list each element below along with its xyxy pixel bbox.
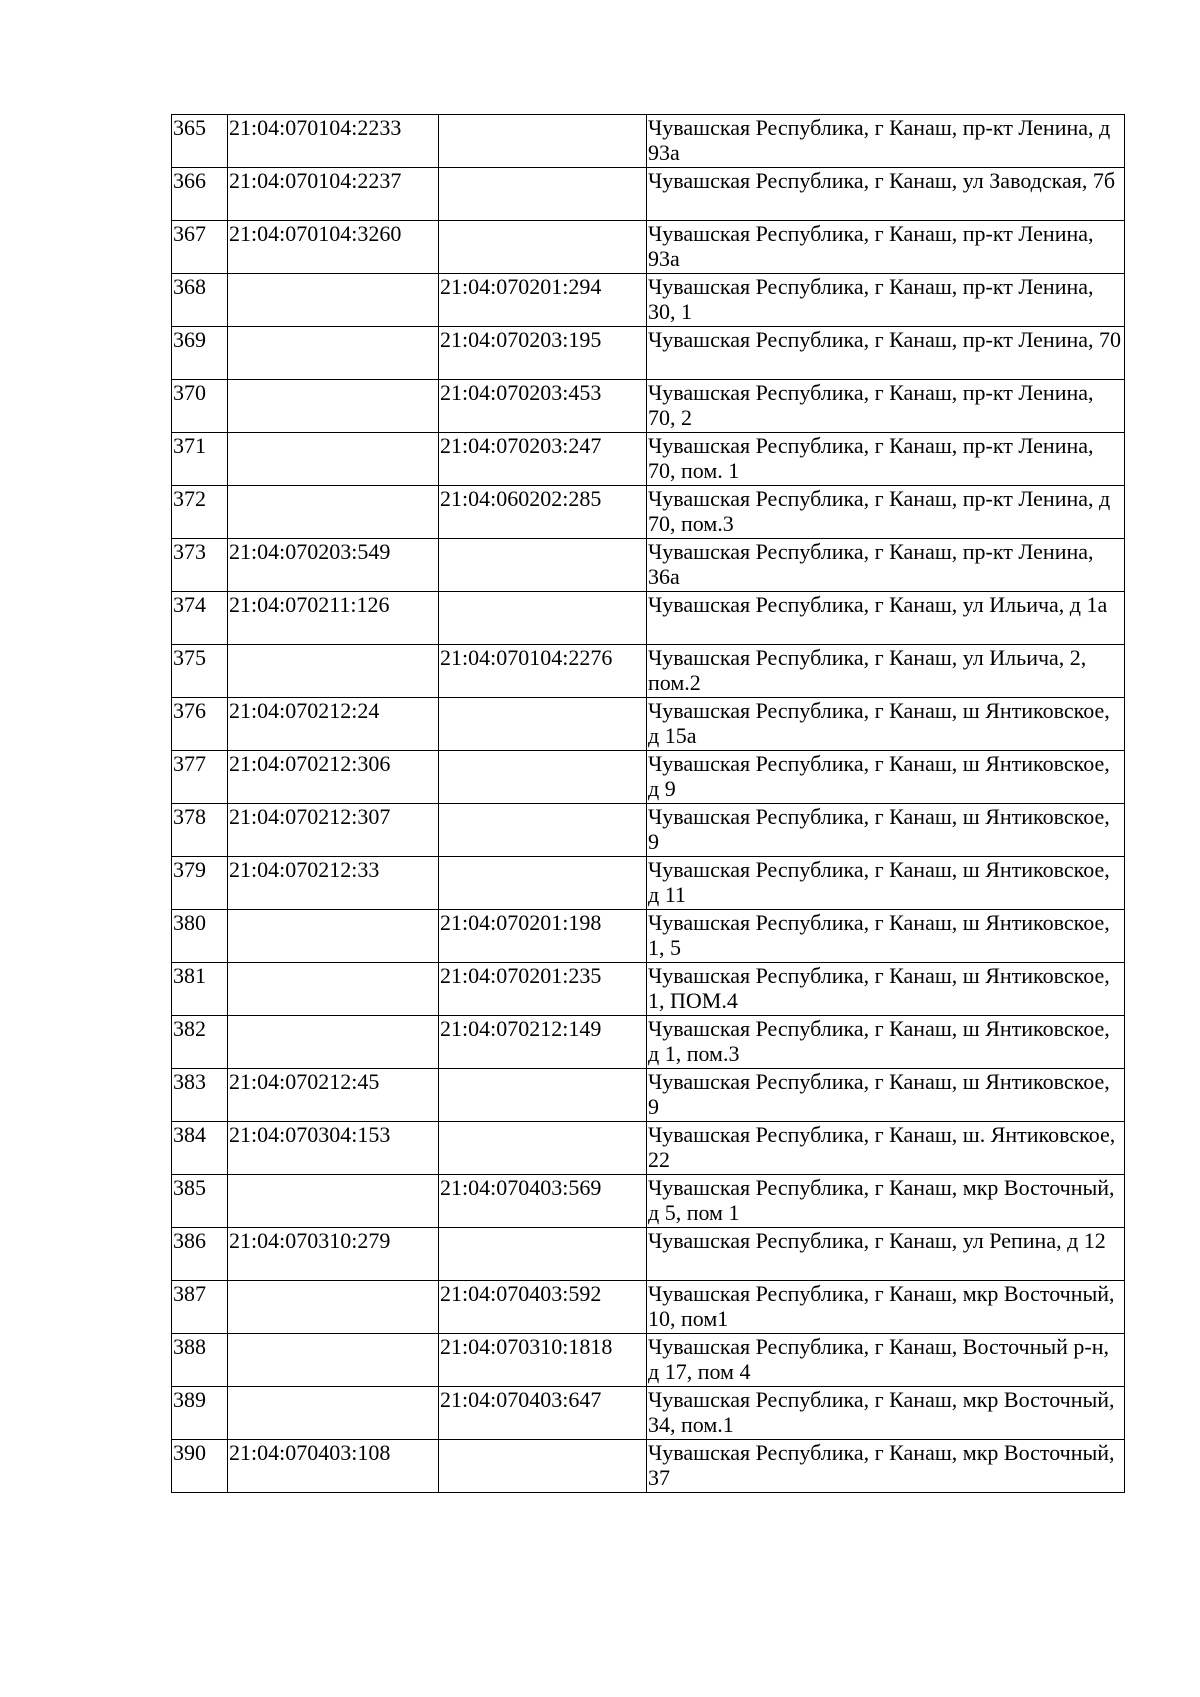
room-cadastral-number-cell: 21:04:070201:294 bbox=[439, 274, 647, 327]
address-cell: Чувашская Республика, г Канаш, пр-кт Ленина, 70, пом. 1 bbox=[647, 433, 1125, 486]
table-row bbox=[172, 1334, 1125, 1387]
room-cadastral-number-cell: 21:04:070104:2276 bbox=[439, 645, 647, 698]
address-cell: Чувашская Республика, г Канаш, ш Янтиковское, д 15а bbox=[647, 698, 1125, 751]
address-cell: Чувашская Республика, г Канаш, мкр Восточный, 34, пом.1 bbox=[647, 1387, 1125, 1440]
address-cell: Чувашская Республика, г Канаш, ш. Янтиковское, 22 bbox=[647, 1122, 1125, 1175]
registry-body bbox=[172, 115, 1125, 1493]
address-cell: Чувашская Республика, г Канаш, ш Янтиковское, 9 bbox=[647, 1069, 1125, 1122]
table-row bbox=[172, 645, 1125, 698]
table-row bbox=[172, 433, 1125, 486]
table-row bbox=[172, 857, 1125, 910]
row-number-cell: 384 bbox=[172, 1122, 228, 1175]
address-cell: Чувашская Республика, г Канаш, пр-кт Ленина, 70 bbox=[647, 327, 1125, 380]
table-row bbox=[172, 327, 1125, 380]
room-cadastral-number-cell: 21:04:070203:453 bbox=[439, 380, 647, 433]
row-number-cell: 372 bbox=[172, 486, 228, 539]
address-cell: Чувашская Республика, г Канаш, ул Ильича, 2, пом.2 bbox=[647, 645, 1125, 698]
row-number-cell: 380 bbox=[172, 910, 228, 963]
address-cell: Чувашская Республика, г Канаш, Восточный р-н, д 17, пом 4 bbox=[647, 1334, 1125, 1387]
table-row bbox=[172, 486, 1125, 539]
room-cadastral-number-cell: 21:04:070201:198 bbox=[439, 910, 647, 963]
room-cadastral-number-cell bbox=[439, 857, 647, 910]
cadastral-number-cell: 21:04:070104:2233 bbox=[228, 115, 439, 168]
row-number-cell: 383 bbox=[172, 1069, 228, 1122]
row-number-cell: 386 bbox=[172, 1228, 228, 1281]
room-cadastral-number-cell bbox=[439, 1122, 647, 1175]
address-cell: Чувашская Республика, г Канаш, ул Репина, д 12 bbox=[647, 1228, 1125, 1281]
row-number-cell: 371 bbox=[172, 433, 228, 486]
row-number-cell: 368 bbox=[172, 274, 228, 327]
room-cadastral-number-cell: 21:04:070203:247 bbox=[439, 433, 647, 486]
room-cadastral-number-cell: 21:04:070203:195 bbox=[439, 327, 647, 380]
cadastral-number-cell: 21:04:070104:2237 bbox=[228, 168, 439, 221]
address-cell: Чувашская Республика, г Канаш, ш Янтиковское, д 9 bbox=[647, 751, 1125, 804]
table-row bbox=[172, 1069, 1125, 1122]
address-cell: Чувашская Республика, г Канаш, ш Янтиковское, 1, ПОМ.4 bbox=[647, 963, 1125, 1016]
room-cadastral-number-cell bbox=[439, 1440, 647, 1493]
cadastral-number-cell bbox=[228, 963, 439, 1016]
table-row bbox=[172, 1175, 1125, 1228]
row-number-cell: 370 bbox=[172, 380, 228, 433]
row-number-cell: 378 bbox=[172, 804, 228, 857]
address-cell: Чувашская Республика, г Канаш, мкр Восточный, 10, пом1 bbox=[647, 1281, 1125, 1334]
cadastral-number-cell: 21:04:070212:306 bbox=[228, 751, 439, 804]
cadastral-number-cell bbox=[228, 1281, 439, 1334]
row-number-cell: 379 bbox=[172, 857, 228, 910]
cadastral-number-cell: 21:04:070211:126 bbox=[228, 592, 439, 645]
room-cadastral-number-cell bbox=[439, 221, 647, 274]
address-cell: Чувашская Республика, г Канаш, пр-кт Ленина, 70, 2 bbox=[647, 380, 1125, 433]
table-row bbox=[172, 380, 1125, 433]
table-row bbox=[172, 1122, 1125, 1175]
cadastral-number-cell bbox=[228, 910, 439, 963]
table-row bbox=[172, 1440, 1125, 1493]
room-cadastral-number-cell bbox=[439, 804, 647, 857]
address-cell: Чувашская Республика, г Канаш, ш Янтиковское, 9 bbox=[647, 804, 1125, 857]
table-row bbox=[172, 274, 1125, 327]
room-cadastral-number-cell: 21:04:070201:235 bbox=[439, 963, 647, 1016]
cadastral-number-cell bbox=[228, 380, 439, 433]
address-cell: Чувашская Республика, г Канаш, пр-кт Ленина, д 70, пом.3 bbox=[647, 486, 1125, 539]
address-cell: Чувашская Республика, г Канаш, мкр Восточный, д 5, пом 1 bbox=[647, 1175, 1125, 1228]
table-row bbox=[172, 1016, 1125, 1069]
cadastral-number-cell: 21:04:070310:279 bbox=[228, 1228, 439, 1281]
cadastral-number-cell bbox=[228, 1334, 439, 1387]
row-number-cell: 366 bbox=[172, 168, 228, 221]
cadastral-number-cell: 21:04:070212:307 bbox=[228, 804, 439, 857]
cadastral-number-cell bbox=[228, 1387, 439, 1440]
row-number-cell: 382 bbox=[172, 1016, 228, 1069]
table-row bbox=[172, 221, 1125, 274]
room-cadastral-number-cell: 21:04:070310:1818 bbox=[439, 1334, 647, 1387]
room-cadastral-number-cell bbox=[439, 539, 647, 592]
room-cadastral-number-cell bbox=[439, 592, 647, 645]
address-cell: Чувашская Республика, г Канаш, пр-кт Ленина, 36а bbox=[647, 539, 1125, 592]
table-row bbox=[172, 168, 1125, 221]
row-number-cell: 365 bbox=[172, 115, 228, 168]
cadastral-number-cell: 21:04:070212:45 bbox=[228, 1069, 439, 1122]
row-number-cell: 387 bbox=[172, 1281, 228, 1334]
cadastral-number-cell bbox=[228, 274, 439, 327]
row-number-cell: 375 bbox=[172, 645, 228, 698]
room-cadastral-number-cell: 21:04:070212:149 bbox=[439, 1016, 647, 1069]
row-number-cell: 385 bbox=[172, 1175, 228, 1228]
address-cell: Чувашская Республика, г Канаш, ул Ильича, д 1а bbox=[647, 592, 1125, 645]
table-row bbox=[172, 539, 1125, 592]
row-number-cell: 381 bbox=[172, 963, 228, 1016]
row-number-cell: 389 bbox=[172, 1387, 228, 1440]
row-number-cell: 367 bbox=[172, 221, 228, 274]
room-cadastral-number-cell: 21:04:070403:592 bbox=[439, 1281, 647, 1334]
cadastral-number-cell bbox=[228, 645, 439, 698]
address-cell: Чувашская Республика, г Канаш, ул Заводская, 7б bbox=[647, 168, 1125, 221]
cadastral-number-cell: 21:04:070104:3260 bbox=[228, 221, 439, 274]
cadastral-number-cell bbox=[228, 433, 439, 486]
row-number-cell: 369 bbox=[172, 327, 228, 380]
cadastral-number-cell bbox=[228, 1175, 439, 1228]
table-row bbox=[172, 804, 1125, 857]
row-number-cell: 390 bbox=[172, 1440, 228, 1493]
address-cell: Чувашская Республика, г Канаш, ш Янтиковское, д 1, пом.3 bbox=[647, 1016, 1125, 1069]
row-number-cell: 388 bbox=[172, 1334, 228, 1387]
table-row bbox=[172, 1228, 1125, 1281]
cadastral-number-cell: 21:04:070212:24 bbox=[228, 698, 439, 751]
cadastral-number-cell bbox=[228, 327, 439, 380]
address-cell: Чувашская Республика, г Канаш, мкр Восточный, 37 bbox=[647, 1440, 1125, 1493]
address-cell: Чувашская Республика, г Канаш, пр-кт Ленина, д 93а bbox=[647, 115, 1125, 168]
table-row bbox=[172, 963, 1125, 1016]
row-number-cell: 373 bbox=[172, 539, 228, 592]
table-row bbox=[172, 698, 1125, 751]
room-cadastral-number-cell bbox=[439, 1069, 647, 1122]
table-row bbox=[172, 115, 1125, 168]
room-cadastral-number-cell bbox=[439, 1228, 647, 1281]
row-number-cell: 374 bbox=[172, 592, 228, 645]
room-cadastral-number-cell: 21:04:060202:285 bbox=[439, 486, 647, 539]
table-row bbox=[172, 592, 1125, 645]
room-cadastral-number-cell bbox=[439, 168, 647, 221]
room-cadastral-number-cell bbox=[439, 751, 647, 804]
cadastral-number-cell: 21:04:070304:153 bbox=[228, 1122, 439, 1175]
cadastral-number-cell: 21:04:070203:549 bbox=[228, 539, 439, 592]
address-cell: Чувашская Республика, г Канаш, пр-кт Ленина, 30, 1 bbox=[647, 274, 1125, 327]
table-row bbox=[172, 1387, 1125, 1440]
table-row bbox=[172, 751, 1125, 804]
table-row bbox=[172, 910, 1125, 963]
address-cell: Чувашская Республика, г Канаш, ш Янтиковское, 1, 5 bbox=[647, 910, 1125, 963]
cadastral-number-cell bbox=[228, 1016, 439, 1069]
room-cadastral-number-cell: 21:04:070403:647 bbox=[439, 1387, 647, 1440]
room-cadastral-number-cell bbox=[439, 115, 647, 168]
cadastral-number-cell: 21:04:070212:33 bbox=[228, 857, 439, 910]
address-cell: Чувашская Республика, г Канаш, пр-кт Ленина, 93а bbox=[647, 221, 1125, 274]
registry-table bbox=[171, 114, 1125, 1493]
room-cadastral-number-cell bbox=[439, 698, 647, 751]
cadastral-number-cell bbox=[228, 486, 439, 539]
room-cadastral-number-cell: 21:04:070403:569 bbox=[439, 1175, 647, 1228]
cadastral-number-cell: 21:04:070403:108 bbox=[228, 1440, 439, 1493]
address-cell: Чувашская Республика, г Канаш, ш Янтиковское, д 11 bbox=[647, 857, 1125, 910]
table-row bbox=[172, 1281, 1125, 1334]
row-number-cell: 377 bbox=[172, 751, 228, 804]
row-number-cell: 376 bbox=[172, 698, 228, 751]
